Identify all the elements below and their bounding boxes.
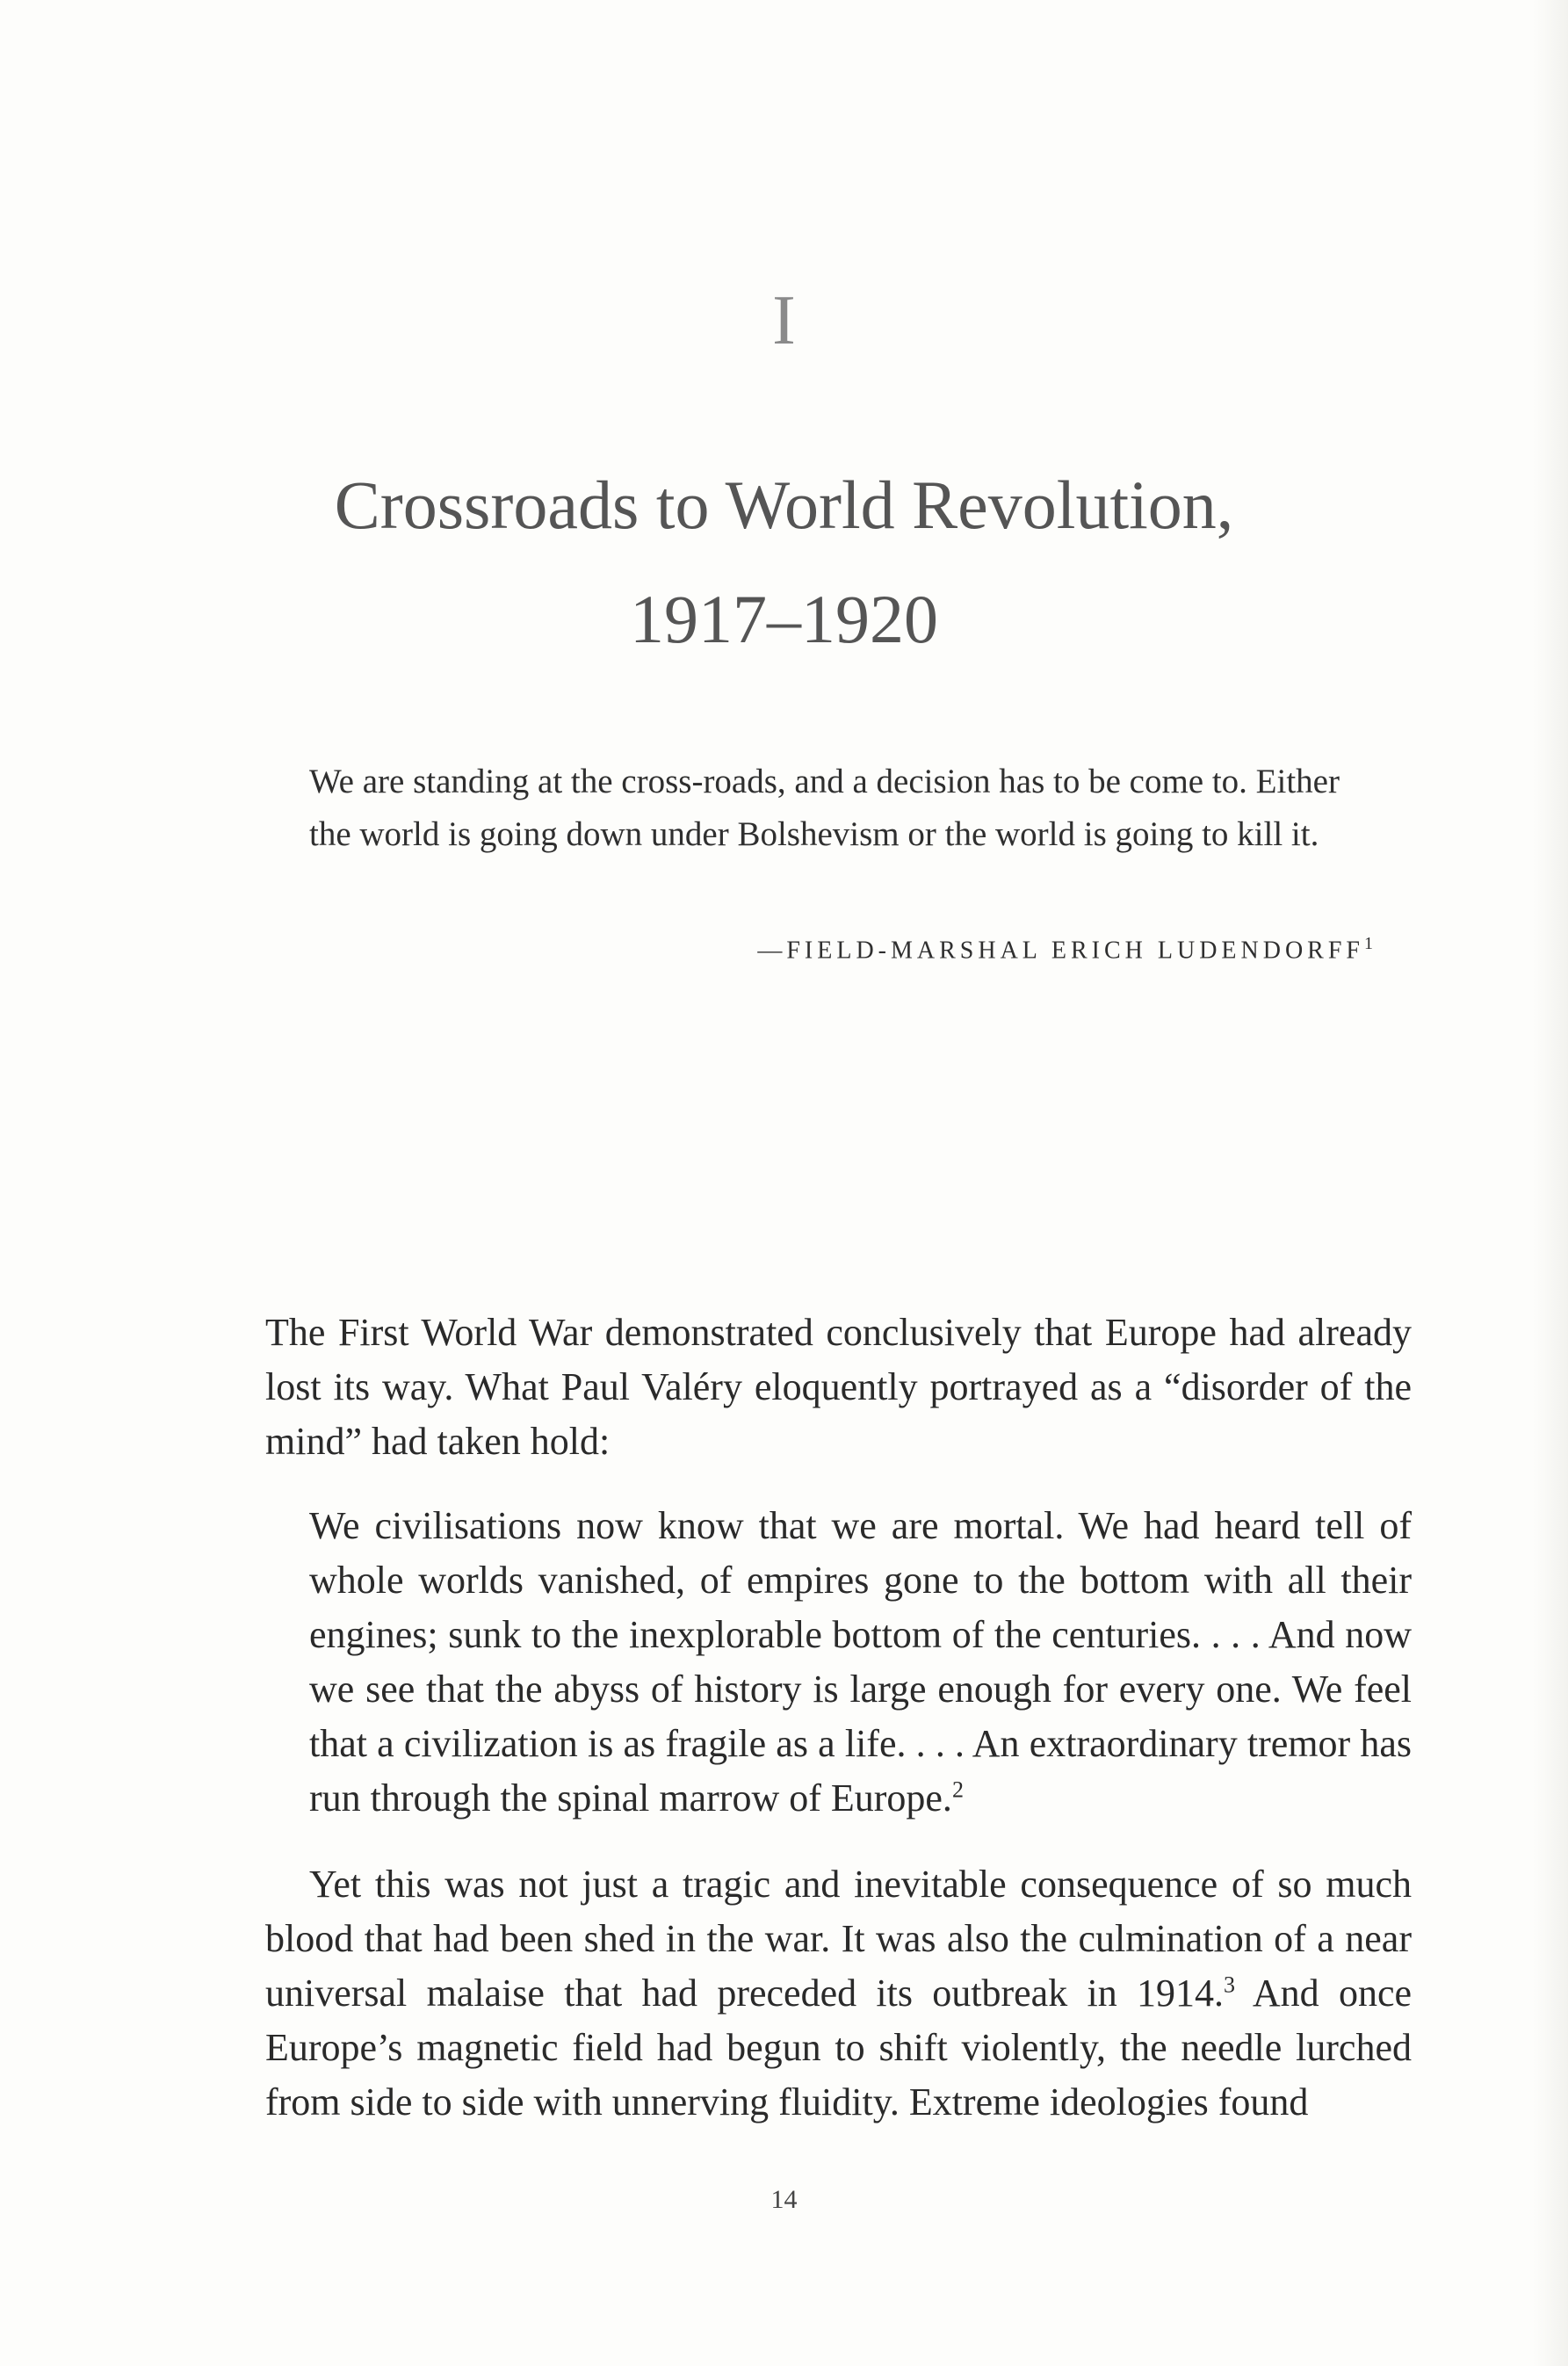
paragraph-2-text-start: Yet this was not just a tragic and inevitable consequence of so much blood that had been shed in the war. It was also the culmination of a near universal malaise that had preceded its outbreak in 1914. (265, 1863, 1412, 2015)
footnote-marker[interactable]: 1 (1364, 934, 1373, 953)
epigraph-attribution (757, 934, 1373, 965)
chapter-title (0, 448, 1568, 677)
footnote-marker[interactable]: 3 (1224, 1972, 1236, 1998)
footnote-marker[interactable]: 2 (951, 1776, 964, 1803)
chapter-number: I (772, 282, 796, 359)
page-number: 14 (770, 2185, 798, 2214)
body-paragraph-1: The First World War demonstrated conclusively that Europe had already lost its way. What Paul Valéry eloquently portrayed as a “disorder of the mind” had taken hold: (265, 1311, 1412, 1463)
chapter-title-line-1: Crossroads to World Revolution, (334, 467, 1234, 543)
attribution-text: —FIELD-MARSHAL ERICH LUDENDORFF (757, 937, 1364, 965)
body-paragraph-2 (265, 1857, 1412, 2130)
chapter-title-line-2: 1917–1920 (630, 581, 938, 657)
paragraph-2-text-end: And once Europe’s magnetic field had begun to shift violently, the needle lurched from side to side with unnerving fluidity. Extreme ideologies found (265, 1972, 1413, 2124)
block-quote (309, 1499, 1412, 1826)
epigraph: We are standing at the cross-roads, and a decision has to be come to. Either the world is going down under Bolshevism or the world is going to kill it. (309, 763, 1340, 853)
block-quote-text: We civilisations now know that we are mortal. We had heard tell of whole worlds vanished, of empires gone to the bottom with all their engines; sunk to the inexplorable bottom of the centuries. . . . And now we see that the abyss of history is large enough for every one. We feel that a civilization is as fragile as a life. . . . An extraordinary tremor has run through the spinal marrow of Europe. (309, 1504, 1412, 1820)
